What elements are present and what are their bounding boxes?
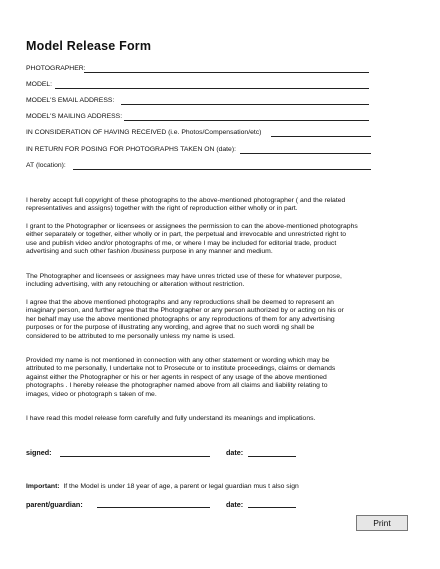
text-line: Provided my name is not mentioned in connection with any other statement or wording which may be xyxy=(26,357,330,364)
email-field[interactable] xyxy=(121,104,369,105)
location-field[interactable] xyxy=(73,169,371,170)
text-line: considered to be attributed to me personally unless my name is used. xyxy=(26,332,235,340)
text-line: imaginary person, and further agree that the Photographer or any person authorized by or acting on his or xyxy=(26,307,344,315)
unrestricted-use-paragraph xyxy=(26,273,416,290)
text-line: The Photographer and licensees or assignees may have unres tricted use of these for whatever purpose, xyxy=(26,273,342,280)
print-button[interactable]: Print xyxy=(356,515,408,531)
signed-label: signed: xyxy=(26,448,52,457)
consideration-field[interactable] xyxy=(271,136,371,137)
consideration-label: IN CONSIDERATION OF HAVING RECEIVED (i.e. Photos/Compensation/etc) xyxy=(26,129,262,136)
posing-date-field[interactable] xyxy=(240,153,371,154)
signature-field[interactable] xyxy=(60,456,210,457)
guardian-label: parent/guardian: xyxy=(26,500,83,509)
location-label: AT (location): xyxy=(26,162,66,169)
text-line: I agree that the above mentioned photographs and any reproductions shall be deemed to represent an xyxy=(26,299,334,306)
text-line: representatives and assigns) together with the right of reproduction either wholly or in part. xyxy=(26,205,298,213)
text-line: use and publish video and/or photographs of me, or where I may be included for editorial trade, product xyxy=(26,239,337,247)
important-label: Important: xyxy=(26,483,60,490)
acknowledgement-paragraph xyxy=(26,415,416,423)
guardian-date-field[interactable] xyxy=(248,507,296,508)
page-title: Model Release Form xyxy=(26,39,152,53)
model-field[interactable] xyxy=(55,88,369,89)
permission-paragraph xyxy=(26,223,416,257)
text-line: her behalf may use the above mentioned photographs or any reproductions of them for any advertising xyxy=(26,315,335,323)
date-field[interactable] xyxy=(248,456,296,457)
guardian-date-label: date: xyxy=(226,500,244,509)
photographer-label: PHOTOGRAPHER: xyxy=(26,65,86,72)
mailing-field[interactable] xyxy=(124,120,369,121)
agreement-paragraph xyxy=(26,299,416,341)
mailing-label: MODEL'S MAILING ADDRESS: xyxy=(26,113,123,120)
text-line: advertising and such other fashion /business purpose in any manner and medium. xyxy=(26,248,273,256)
copyright-paragraph xyxy=(26,197,416,214)
text-line: against either the Photographer or his or her agents in respect of any usage of the above mentioned xyxy=(26,373,327,381)
guardian-signature-field[interactable] xyxy=(97,507,210,508)
date-label: date: xyxy=(226,448,244,457)
model-label: MODEL: xyxy=(26,81,53,88)
text-line: either separately or together, either wholly or in part, the perpetual and irrevocable and unrestricted right to xyxy=(26,231,347,239)
text-line: attributed to me personally, I undertake not to Prosecute or to institute proceedings, claims or demands xyxy=(26,365,336,373)
photographer-field[interactable] xyxy=(84,72,369,73)
text-line: I hereby accept full copyright of these photographs to the above-mentioned photographer ( and the related xyxy=(26,197,346,204)
release-paragraph xyxy=(26,357,416,399)
text-line: I have read this model release form carefully and fully understand its meanings and implications. xyxy=(26,415,316,422)
important-text: If the Model is under 18 year of age, a parent or legal guardian mus t also sign xyxy=(63,483,299,490)
text-line: I grant to the Photographer or licensees or assignees the permission to can the above-mentioned photographs xyxy=(26,223,358,230)
important-note xyxy=(26,483,299,490)
text-line: purposes or for the purpose of illustrating any wording, and agree that no such wordi ng shall be xyxy=(26,324,315,332)
email-label: MODEL'S EMAIL ADDRESS: xyxy=(26,97,115,104)
text-line: including advertising, with any retouching or alteration without restriction. xyxy=(26,281,245,289)
posing-date-label: IN RETURN FOR POSING FOR PHOTOGRAPHS TAKEN ON (date): xyxy=(26,146,236,153)
text-line: images, video or photograph s taken of me. xyxy=(26,390,157,398)
text-line: photographs . I hereby release the photographer named above from all claims and liability relating to xyxy=(26,382,328,390)
